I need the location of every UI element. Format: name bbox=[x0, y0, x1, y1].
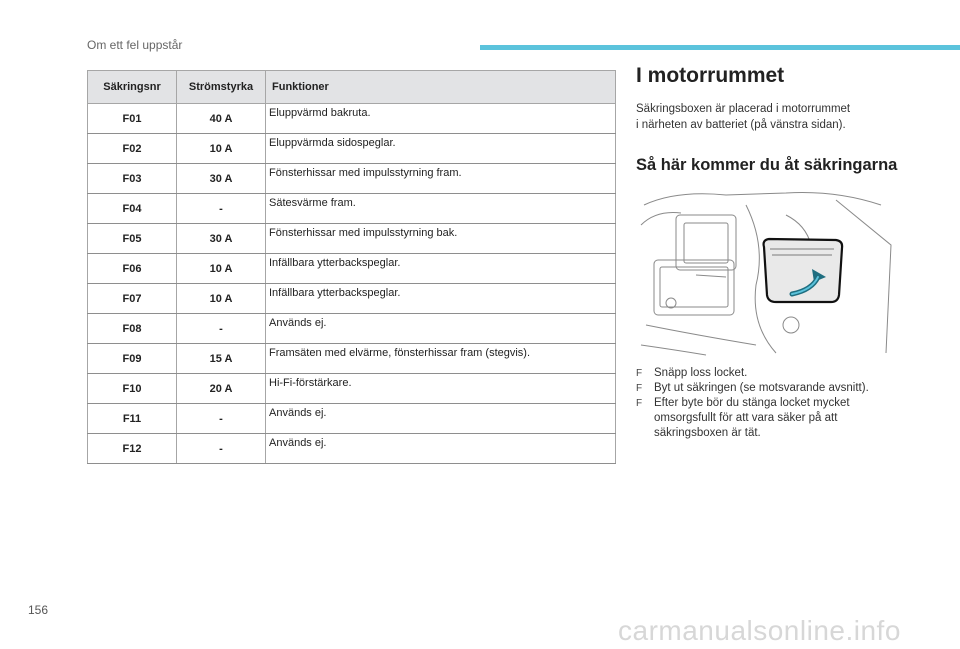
fuse-table bbox=[87, 70, 616, 464]
amperage-cell: 40 A bbox=[177, 104, 266, 134]
table-row bbox=[88, 374, 616, 404]
intro-line: Säkringsboxen är placerad i motorrummet bbox=[636, 103, 851, 115]
fuse-number-cell: F11 bbox=[88, 404, 177, 434]
table-row bbox=[88, 404, 616, 434]
list-item bbox=[636, 366, 896, 381]
header-accent-bar bbox=[480, 45, 960, 50]
table-row bbox=[88, 314, 616, 344]
table-row bbox=[88, 434, 616, 464]
arrow-bullet-icon: F bbox=[636, 383, 643, 394]
column-header-functions: Funktioner bbox=[266, 71, 616, 104]
page-heading: I motorrummet bbox=[636, 64, 785, 87]
section-title: Om ett fel uppstår bbox=[87, 38, 183, 52]
table-row bbox=[88, 164, 616, 194]
amperage-cell: 20 A bbox=[177, 374, 266, 404]
fuse-number-cell: F05 bbox=[88, 224, 177, 254]
fuse-table-body bbox=[88, 104, 616, 464]
fuse-number-cell: F10 bbox=[88, 374, 177, 404]
table-row bbox=[88, 284, 616, 314]
subheading: Så här kommer du åt säkringarna bbox=[636, 156, 898, 174]
table-row bbox=[88, 344, 616, 374]
function-cell: Infällbara ytterbackspeglar. bbox=[266, 254, 616, 284]
fuse-number-cell: F02 bbox=[88, 134, 177, 164]
amperage-cell: 10 A bbox=[177, 254, 266, 284]
column-header-fuse-number: Säkringsnr bbox=[88, 71, 177, 104]
amperage-cell: 30 A bbox=[177, 164, 266, 194]
list-item bbox=[636, 396, 896, 441]
table-row bbox=[88, 224, 616, 254]
step-text: Snäpp loss locket. bbox=[654, 367, 748, 379]
table-row bbox=[88, 194, 616, 224]
function-cell: Används ej. bbox=[266, 314, 616, 344]
fuse-number-cell: F08 bbox=[88, 314, 177, 344]
amperage-cell: - bbox=[177, 434, 266, 464]
function-cell: Eluppvärmda sidospeglar. bbox=[266, 134, 616, 164]
function-cell: Används ej. bbox=[266, 434, 616, 464]
amperage-cell: - bbox=[177, 194, 266, 224]
table-row bbox=[88, 134, 616, 164]
fuse-table-header bbox=[88, 71, 616, 104]
fuse-number-cell: F12 bbox=[88, 434, 177, 464]
amperage-cell: 10 A bbox=[177, 284, 266, 314]
arrow-bullet-icon: F bbox=[636, 368, 643, 379]
arrow-bullet-icon: F bbox=[636, 398, 643, 409]
function-cell: Hi-Fi-förstärkare. bbox=[266, 374, 616, 404]
function-cell: Används ej. bbox=[266, 404, 616, 434]
function-cell: Fönsterhissar med impulsstyrning bak. bbox=[266, 224, 616, 254]
fuse-number-cell: F07 bbox=[88, 284, 177, 314]
page-number: 156 bbox=[28, 603, 49, 617]
engine-fusebox-illustration bbox=[636, 185, 896, 357]
table-row bbox=[88, 254, 616, 284]
column-header-amperage: Strömstyrka bbox=[177, 71, 266, 104]
fuse-number-cell: F06 bbox=[88, 254, 177, 284]
fuse-number-cell: F04 bbox=[88, 194, 177, 224]
fuse-number-cell: F03 bbox=[88, 164, 177, 194]
amperage-cell: - bbox=[177, 314, 266, 344]
function-cell: Infällbara ytterbackspeglar. bbox=[266, 284, 616, 314]
amperage-cell: - bbox=[177, 404, 266, 434]
fuse-number-cell: F01 bbox=[88, 104, 177, 134]
instruction-list bbox=[636, 366, 896, 441]
intro-text bbox=[636, 101, 936, 133]
function-cell: Framsäten med elvärme, fönsterhissar fram (stegvis). bbox=[266, 344, 616, 374]
function-cell: Sätesvärme fram. bbox=[266, 194, 616, 224]
step-text: Efter byte bör du stänga locket mycket omsorgsfullt för att vara säker på att säkringsboxen är tät. bbox=[654, 397, 850, 439]
amperage-cell: 10 A bbox=[177, 134, 266, 164]
function-cell: Eluppvärmd bakruta. bbox=[266, 104, 616, 134]
intro-line: i närheten av batteriet (på vänstra sidan). bbox=[636, 119, 846, 131]
table-row bbox=[88, 104, 616, 134]
list-item bbox=[636, 381, 896, 396]
step-text: Byt ut säkringen (se motsvarande avsnitt). bbox=[654, 382, 869, 394]
amperage-cell: 15 A bbox=[177, 344, 266, 374]
function-cell: Fönsterhissar med impulsstyrning fram. bbox=[266, 164, 616, 194]
fuse-number-cell: F09 bbox=[88, 344, 177, 374]
amperage-cell: 30 A bbox=[177, 224, 266, 254]
watermark: carmanualsonline.info bbox=[618, 615, 901, 646]
